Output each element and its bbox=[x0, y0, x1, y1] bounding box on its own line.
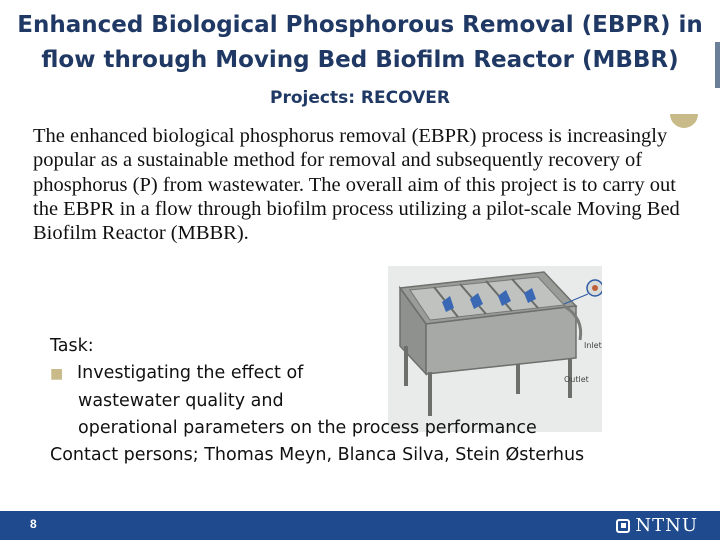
task-section bbox=[50, 333, 670, 469]
ntnu-logo-icon bbox=[616, 519, 630, 533]
ntnu-logo bbox=[616, 515, 698, 536]
slide-subtitle: Projects: RECOVER bbox=[270, 88, 450, 108]
contact-persons: Contact persons; Thomas Meyn, Blanca Silva, Stein Østerhus bbox=[50, 445, 585, 465]
description-paragraph: The enhanced biological phosphorus removal (EBPR) process is increasingly popular as a sustainable method for removal and subsequently recovery of phosphorus (P) from wastewater. The overall aim of this project is to carry out the EBPR in a flow through biofilm process utilizing a pilot-scale Moving Bed Biofilm Reactor (MBBR). bbox=[33, 125, 680, 245]
slide-title-line-2: flow through Moving Bed Biofilm Reactor (MBBR) bbox=[41, 47, 679, 73]
page-number: 8 bbox=[30, 517, 37, 531]
task-bullet bbox=[50, 360, 670, 388]
task-heading: Task: bbox=[50, 336, 94, 356]
footer-bar bbox=[0, 511, 720, 540]
square-bullet-icon: ■ bbox=[50, 366, 64, 382]
task-bullet-text: Investigating the effect of bbox=[77, 363, 304, 383]
slide-title bbox=[0, 8, 720, 78]
ntnu-logo-text: NTNU bbox=[635, 515, 698, 536]
slide-title-line-1: Enhanced Biological Phosphorous Removal (EBPR) in bbox=[17, 12, 703, 38]
decorative-bar bbox=[715, 42, 720, 88]
inlet-label: Inlet bbox=[584, 341, 602, 350]
task-bullet-continuation-1: wastewater quality and bbox=[78, 391, 284, 411]
task-bullet-continuation-2: operational parameters on the process performance bbox=[78, 418, 537, 438]
outlet-label: Outlet bbox=[564, 375, 589, 384]
